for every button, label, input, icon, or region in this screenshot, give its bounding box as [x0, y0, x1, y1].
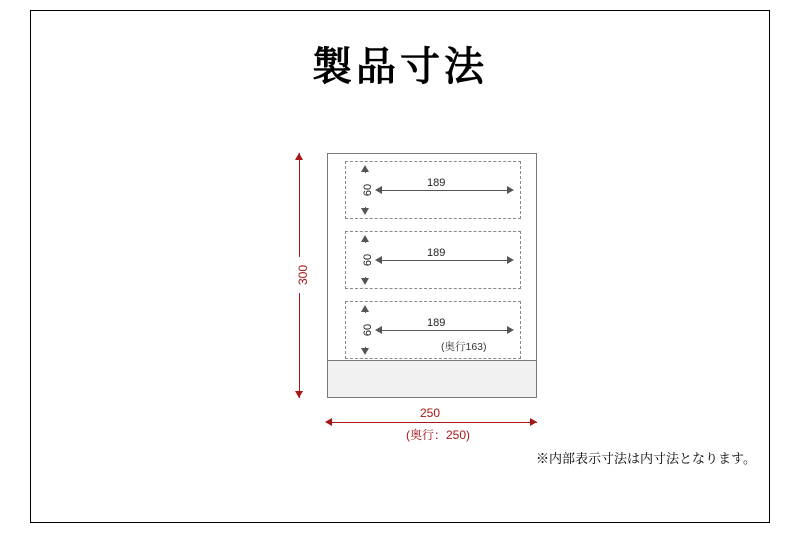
drawer3-height-arrow-bottom	[361, 348, 369, 355]
drawer3-height-label: 60	[362, 313, 374, 347]
inner-depth-label: (奥行163)	[441, 341, 487, 353]
drawer2-width-line	[377, 260, 511, 261]
drawer2-width-arrow-right	[507, 256, 514, 264]
drawer2-height-arrow-top	[361, 235, 369, 242]
page-frame	[30, 10, 770, 523]
drawer2-height-arrow-bottom	[361, 278, 369, 285]
depth-label: (奥行：250)	[403, 429, 473, 441]
width-dimension-line	[327, 422, 537, 423]
width-arrow-right	[530, 418, 537, 426]
drawer1-height-arrow-bottom	[361, 208, 369, 215]
footnote-text: ※内部表示寸法は内寸法となります。	[536, 451, 756, 466]
cabinet-base	[327, 360, 537, 398]
drawer1-width-line	[377, 190, 511, 191]
page-title: 製品寸法	[312, 44, 488, 89]
drawer1-width-arrow-left	[375, 186, 382, 194]
drawer1-height-label: 60	[362, 173, 374, 207]
drawer1-height-arrow-top	[361, 165, 369, 172]
drawer3-width-arrow-left	[375, 326, 382, 334]
drawer3-width-line	[377, 330, 511, 331]
dimension-drawing	[281, 141, 591, 441]
drawer1-width-arrow-right	[507, 186, 514, 194]
drawer3-width-arrow-right	[507, 326, 514, 334]
height-arrow-bottom	[295, 391, 303, 398]
height-arrow-top	[295, 153, 303, 160]
drawer3-width-label: 189	[424, 317, 448, 329]
height-dimension-label: 300	[297, 257, 309, 293]
width-dimension-label: 250	[417, 407, 443, 419]
drawer1-width-label: 189	[424, 177, 448, 189]
drawer2-width-arrow-left	[375, 256, 382, 264]
drawer2-height-label: 60	[362, 243, 374, 277]
drawer2-width-label: 189	[424, 247, 448, 259]
drawer3-height-arrow-top	[361, 305, 369, 312]
width-arrow-left	[325, 418, 332, 426]
